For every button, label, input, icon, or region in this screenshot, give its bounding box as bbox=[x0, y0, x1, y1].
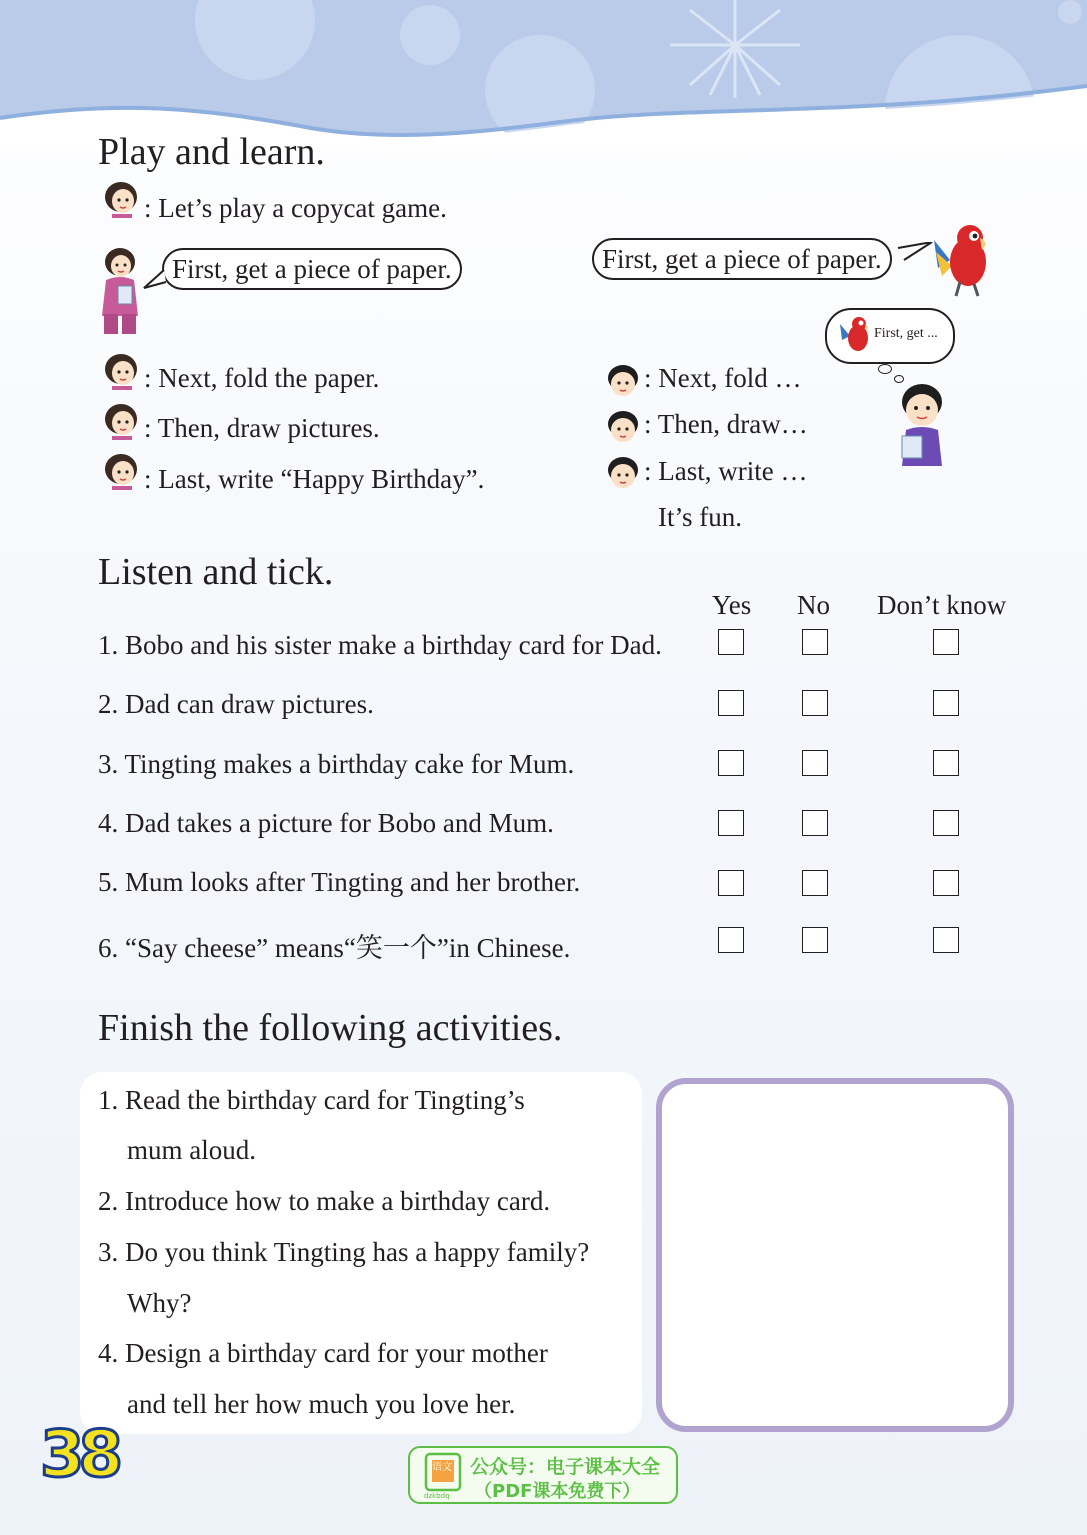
activity-1-line-1: 1. Read the birthday card for Tingting’s bbox=[98, 1085, 525, 1115]
q1-yes-checkbox[interactable] bbox=[718, 629, 744, 655]
question-5: 5. Mum looks after Tingting and her brother. bbox=[98, 867, 581, 897]
q3-dont-know-checkbox[interactable] bbox=[933, 750, 959, 776]
finish-activities-heading: Finish the following activities. bbox=[98, 1007, 563, 1049]
q6-yes-checkbox[interactable] bbox=[718, 927, 744, 953]
q4-yes-checkbox[interactable] bbox=[718, 810, 744, 836]
q3-no-checkbox[interactable] bbox=[802, 750, 828, 776]
book-icon-label: 语文 bbox=[432, 1462, 452, 1473]
teacher-line-2: : Next, fold the paper. bbox=[144, 363, 380, 393]
activity-2: 2. Introduce how to make a birthday card. bbox=[98, 1186, 551, 1216]
teacher-face-icon bbox=[102, 180, 140, 218]
q5-dont-know-checkbox[interactable] bbox=[933, 870, 959, 896]
teacher-line-4: : Last, write “Happy Birthday”. bbox=[144, 464, 485, 494]
parrot-speech-bubble: First, get a piece of paper. bbox=[592, 238, 892, 280]
boy-face-icon bbox=[604, 362, 642, 400]
teacher-face-icon bbox=[102, 452, 140, 490]
q5-yes-checkbox[interactable] bbox=[718, 870, 744, 896]
boy-line-extra: It’s fun. bbox=[658, 502, 742, 532]
q4-no-checkbox[interactable] bbox=[802, 810, 828, 836]
parrot-icon bbox=[930, 220, 994, 298]
thought-bubble-text: First, get ... bbox=[874, 326, 938, 341]
question-1: 1. Bobo and his sister make a birthday card for Dad. bbox=[98, 630, 662, 660]
activity-4-line-1: 4. Design a birthday card for your mother bbox=[98, 1338, 548, 1368]
play-and-learn-heading: Play and learn. bbox=[98, 131, 325, 173]
teacher-face-icon bbox=[102, 352, 140, 390]
teacher-figure-icon bbox=[96, 246, 144, 338]
badge-line-2: （PDF课本免费下） bbox=[474, 1481, 641, 1502]
activity-3-line-1: 3. Do you think Tingting has a happy family? bbox=[98, 1237, 590, 1267]
card-drawing-box[interactable] bbox=[656, 1078, 1014, 1432]
q6-no-checkbox[interactable] bbox=[802, 927, 828, 953]
column-no: No bbox=[797, 590, 830, 620]
boy-line-2: : Then, draw… bbox=[644, 409, 808, 439]
boy-face-icon bbox=[604, 454, 642, 492]
boy-figure-icon bbox=[892, 380, 950, 470]
boy-line-3: : Last, write … bbox=[644, 456, 808, 486]
q2-dont-know-checkbox[interactable] bbox=[933, 690, 959, 716]
q4-dont-know-checkbox[interactable] bbox=[933, 810, 959, 836]
teacher-line-1: : Let’s play a copycat game. bbox=[144, 193, 447, 223]
thought-dot-1 bbox=[878, 364, 892, 374]
column-dont-know: Don’t know bbox=[877, 590, 1007, 620]
small-parrot-icon bbox=[838, 314, 872, 356]
q1-no-checkbox[interactable] bbox=[802, 629, 828, 655]
header-decoration bbox=[0, 0, 1087, 150]
q5-no-checkbox[interactable] bbox=[802, 870, 828, 896]
q1-dont-know-checkbox[interactable] bbox=[933, 629, 959, 655]
teacher-face-icon bbox=[102, 402, 140, 440]
boy-line-1: : Next, fold … bbox=[644, 363, 802, 393]
teacher-speech-bubble: First, get a piece of paper. bbox=[162, 248, 462, 290]
badge-small-text: dzkbdq bbox=[424, 1492, 450, 1500]
teacher-line-3: : Then, draw pictures. bbox=[144, 413, 380, 443]
teacher-bubble-tail bbox=[142, 270, 168, 292]
q2-yes-checkbox[interactable] bbox=[718, 690, 744, 716]
q2-no-checkbox[interactable] bbox=[802, 690, 828, 716]
question-2: 2. Dad can draw pictures. bbox=[98, 689, 374, 719]
page-number: 38 bbox=[40, 1418, 118, 1492]
question-6: 6. “Say cheese” means“笑一个”in Chinese. bbox=[98, 933, 571, 963]
question-3: 3. Tingting makes a birthday cake for Mum. bbox=[98, 749, 575, 779]
q6-dont-know-checkbox[interactable] bbox=[933, 927, 959, 953]
badge-line-1: 公众号：电子课本大全 bbox=[470, 1456, 661, 1478]
question-4: 4. Dad takes a picture for Bobo and Mum. bbox=[98, 808, 554, 838]
column-yes: Yes bbox=[712, 590, 752, 620]
boy-face-icon bbox=[604, 408, 642, 446]
activity-3-line-2: Why? bbox=[127, 1288, 192, 1318]
q3-yes-checkbox[interactable] bbox=[718, 750, 744, 776]
activity-4-line-2: and tell her how much you love her. bbox=[127, 1389, 516, 1419]
listen-and-tick-heading: Listen and tick. bbox=[98, 551, 334, 593]
activity-1-line-2: mum aloud. bbox=[127, 1135, 256, 1165]
